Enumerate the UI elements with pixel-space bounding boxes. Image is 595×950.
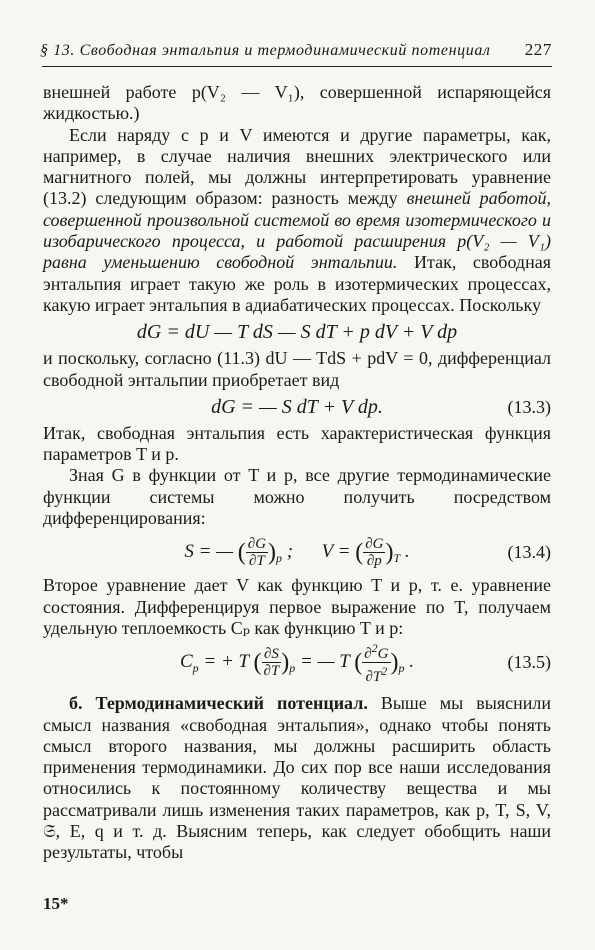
- equation-13-4-body: S = — ( $\frac{\partial G}{\partial T}$ )$_p$ ; V = ( $\frac{\partial G}{\partial p}$ )$_T$ .: [184, 536, 410, 570]
- equation-13-3: [43, 391, 551, 423]
- paragraph-7: [43, 693, 551, 863]
- equation-13-5-body: $C_p$ = + T ( $\frac{\partial S}{\partial T}$ )$_p$ = — T ( $\frac{\partial^2G}{\partial T^2}$ )$_p$ .: [179, 641, 415, 686]
- equation-13-4-number: (13.4): [507, 542, 551, 563]
- paragraph-2-text-a: Если наряду с p и V имеются и другие параметры, как, например, в случае наличия внешних электрического или магнитного полей, мы должны интерпретировать уравнение (13.2) следующим образом: разность между: [43, 124, 551, 209]
- header-title: § 13. Свободная энтальпия и термодинамический потенциал: [40, 42, 491, 59]
- equation-13-5-number: (13.5): [507, 652, 551, 673]
- section-gap: [43, 685, 551, 693]
- equation-dG-full-text: dG = dU — T dS — S dT + p dV + V dp: [136, 321, 458, 344]
- page-number: 227: [524, 40, 552, 59]
- header-rule: [42, 66, 552, 67]
- paragraph-6: Второе уравнение дает V как функцию T и p, т. е. уравнение состояния. Дифференцируя первое выражение по T, получаем удельную теплоемкость Cₚ как функцию T и p:: [43, 575, 551, 638]
- equation-13-3-text: dG = — S dT + V dp.: [211, 395, 383, 418]
- paragraph-3: и поскольку, согласно (11.3) dU — TdS + pdV = 0, дифференциал свободной энтальпии приобретает вид: [43, 348, 551, 390]
- paragraph-2-text-c: Итак, свободная энтальпия играет такую же роль в изотермических процессах, какую играет энтальпия в адиабатических процессах. Поскольку: [43, 252, 551, 315]
- equation-13-4: [43, 529, 551, 575]
- paragraph-5: Зная G в функции от T и p, все другие термодинамические функции системы можно получить посредством дифференцирования:: [43, 465, 551, 529]
- running-header: [40, 40, 552, 60]
- page-body: [43, 82, 551, 864]
- paragraph-1: внешней работе p(V₂ — V₁), совершенной испаряющейся жидкостью.): [43, 82, 551, 124]
- paragraph-4: Итак, свободная энтальпия есть характеристическая функция параметров T и p.: [43, 422, 551, 465]
- equation-dG-full: [43, 316, 551, 348]
- equation-13-5: [43, 639, 551, 685]
- section-heading-thermodynamic-potential: б. Термодинамический потенциал.: [69, 693, 368, 714]
- equation-13-3-number: (13.3): [507, 396, 551, 417]
- paragraph-2-italic: внешней работой, совершенной произвольной системой во время изотермического и изобарического процесса, и работой расширения p(V₂ — V₁) равна уменьшению свободной энтальпии.: [43, 188, 552, 273]
- paragraph-2: [43, 125, 551, 317]
- signature-mark: 15*: [43, 894, 69, 913]
- paragraph-7-text: Выше мы выяснили смысл названия «свободная энтальпия», однако чтобы понять смысл второго названия, мы должны расширить область применения термодинамики. До сих пор все наши исследования относились к постоянному количеству вещества и мы рассматривали лишь изменения таких параметров, как p, T, S, V, 𝔖, E, q и т. д. Выясним теперь, как следует обобщить наши результаты, чтобы: [43, 693, 551, 863]
